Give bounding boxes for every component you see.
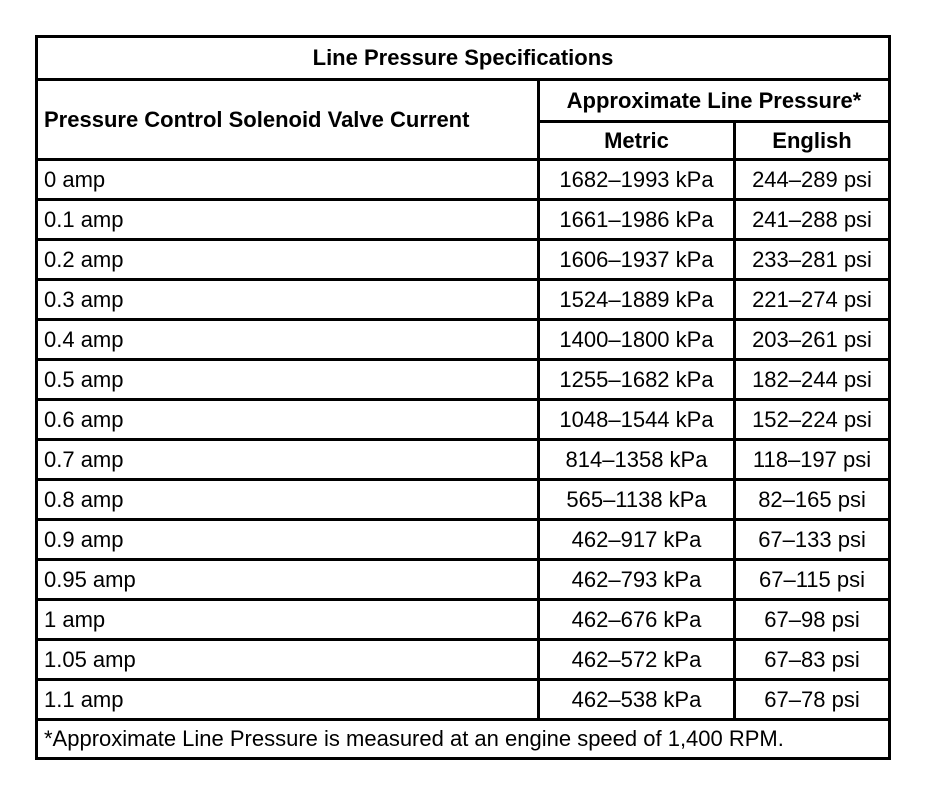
current-cell: 0.5 amp	[37, 360, 539, 400]
metric-cell: 1524–1889 kPa	[539, 280, 735, 320]
metric-cell: 1400–1800 kPa	[539, 320, 735, 360]
english-cell: 241–288 psi	[735, 200, 890, 240]
metric-cell: 462–793 kPa	[539, 560, 735, 600]
current-cell: 0.95 amp	[37, 560, 539, 600]
table-row	[37, 440, 890, 480]
line-pressure-table	[35, 35, 891, 760]
current-cell: 1.05 amp	[37, 640, 539, 680]
table-row	[37, 240, 890, 280]
metric-cell: 565–1138 kPa	[539, 480, 735, 520]
english-cell: 82–165 psi	[735, 480, 890, 520]
current-cell: 0 amp	[37, 160, 539, 200]
table-row	[37, 640, 890, 680]
metric-cell: 1661–1986 kPa	[539, 200, 735, 240]
metric-cell: 1048–1544 kPa	[539, 400, 735, 440]
current-cell: 0.6 amp	[37, 400, 539, 440]
table-row	[37, 400, 890, 440]
english-cell: 221–274 psi	[735, 280, 890, 320]
table-row	[37, 600, 890, 640]
english-cell: 182–244 psi	[735, 360, 890, 400]
english-cell: 67–115 psi	[735, 560, 890, 600]
english-cell: 67–83 psi	[735, 640, 890, 680]
current-cell: 0.2 amp	[37, 240, 539, 280]
table-title: Line Pressure Specifications	[37, 37, 890, 80]
table-row	[37, 480, 890, 520]
current-cell: 0.4 amp	[37, 320, 539, 360]
english-cell: 67–98 psi	[735, 600, 890, 640]
metric-cell: 814–1358 kPa	[539, 440, 735, 480]
english-cell: 67–78 psi	[735, 680, 890, 720]
header-row-1	[37, 80, 890, 122]
metric-cell: 462–572 kPa	[539, 640, 735, 680]
table-row	[37, 520, 890, 560]
current-cell: 0.8 amp	[37, 480, 539, 520]
current-cell: 0.9 amp	[37, 520, 539, 560]
metric-column-header: Metric	[539, 122, 735, 160]
table-row	[37, 200, 890, 240]
english-cell: 67–133 psi	[735, 520, 890, 560]
english-cell: 233–281 psi	[735, 240, 890, 280]
metric-cell: 1682–1993 kPa	[539, 160, 735, 200]
approx-pressure-header: Approximate Line Pressure*	[539, 80, 890, 122]
english-cell: 152–224 psi	[735, 400, 890, 440]
table-row	[37, 360, 890, 400]
table-row	[37, 320, 890, 360]
footnote-row	[37, 720, 890, 759]
english-cell: 203–261 psi	[735, 320, 890, 360]
footnote: *Approximate Line Pressure is measured at an engine speed of 1,400 RPM.	[37, 720, 890, 759]
metric-cell: 462–676 kPa	[539, 600, 735, 640]
english-column-header: English	[735, 122, 890, 160]
current-cell: 0.3 amp	[37, 280, 539, 320]
title-row	[37, 37, 890, 80]
english-cell: 118–197 psi	[735, 440, 890, 480]
table-row	[37, 160, 890, 200]
metric-cell: 1606–1937 kPa	[539, 240, 735, 280]
current-cell: 1 amp	[37, 600, 539, 640]
metric-cell: 1255–1682 kPa	[539, 360, 735, 400]
current-cell: 1.1 amp	[37, 680, 539, 720]
table-row	[37, 280, 890, 320]
table-row	[37, 560, 890, 600]
current-column-header: Pressure Control Solenoid Valve Current	[37, 80, 539, 160]
metric-cell: 462–538 kPa	[539, 680, 735, 720]
table-row	[37, 680, 890, 720]
english-cell: 244–289 psi	[735, 160, 890, 200]
metric-cell: 462–917 kPa	[539, 520, 735, 560]
current-cell: 0.1 amp	[37, 200, 539, 240]
current-cell: 0.7 amp	[37, 440, 539, 480]
